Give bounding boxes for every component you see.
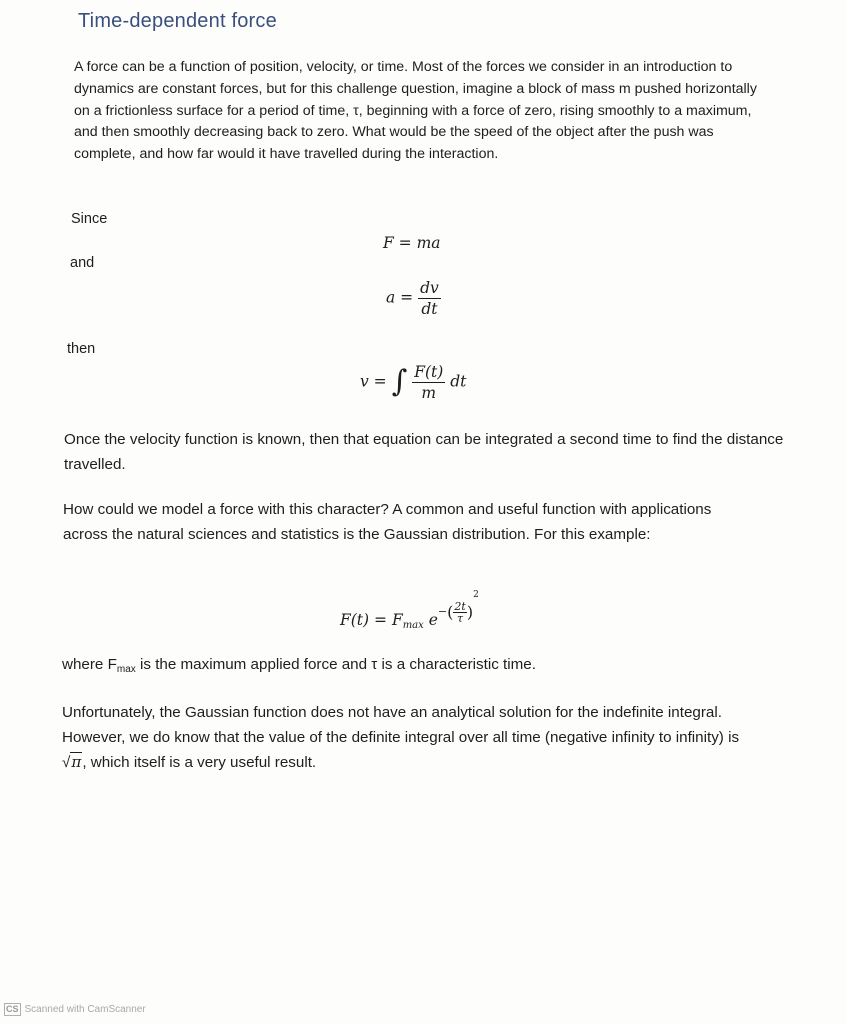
paren-open: ( bbox=[447, 602, 454, 622]
paren-close: ) bbox=[466, 602, 474, 622]
page-title: Time-dependent force bbox=[78, 10, 277, 32]
gaussian-pre: Unfortunately, the Gaussian function does not have an analytical solution for the indefinite integral. However, we do know that the value of the definite integral over all time (negative infinity to infinity) is bbox=[62, 704, 740, 746]
integral-symbol: ∫ bbox=[391, 364, 408, 399]
vel-denominator: m bbox=[421, 384, 437, 402]
equation-gaussian bbox=[340, 590, 479, 631]
gauss-fmax bbox=[392, 611, 424, 629]
gauss-exp-fraction bbox=[453, 601, 466, 624]
scanner-watermark bbox=[4, 1003, 146, 1016]
sqrt-pi: π bbox=[71, 753, 82, 771]
accel-fraction bbox=[418, 278, 441, 319]
equation-acceleration bbox=[386, 278, 441, 319]
gauss-fmax-sub: max bbox=[402, 620, 424, 631]
equation-newton: F = ma bbox=[383, 234, 441, 252]
vel-fraction bbox=[412, 362, 445, 403]
equation-velocity bbox=[360, 362, 466, 403]
paragraph-gaussian-integral bbox=[62, 701, 762, 776]
label-and: and bbox=[70, 255, 95, 271]
sqrt-symbol: √ bbox=[62, 754, 71, 771]
accel-lhs: a = bbox=[386, 288, 414, 307]
gauss-minus: − bbox=[437, 605, 448, 618]
gauss-fmax-letter: F bbox=[391, 611, 403, 629]
where-sub: max bbox=[116, 664, 136, 675]
paragraph-where bbox=[62, 653, 782, 683]
camscanner-logo-icon: CS bbox=[6, 1004, 19, 1014]
where-post: is the maximum applied force and τ is a characteristic time. bbox=[135, 656, 536, 673]
accel-numerator: dv bbox=[420, 279, 439, 297]
gauss-exp-power: 2 bbox=[473, 590, 479, 600]
gaussian-post: , which itself is a very useful result. bbox=[82, 754, 317, 771]
vel-numerator: F(t) bbox=[414, 363, 444, 381]
label-then: then bbox=[67, 341, 96, 357]
where-pre: where F bbox=[62, 656, 117, 673]
gauss-exponent bbox=[438, 590, 479, 624]
scanner-text: Scanned with CamScanner bbox=[24, 1004, 146, 1015]
accel-denominator: dt bbox=[421, 300, 438, 318]
gauss-e: e bbox=[428, 611, 438, 629]
intro-paragraph: A force can be a function of position, velocity, or time. Most of the forces we consider in an introduction to dynamics are constant forces, but for this challenge question, imagine a block of mass m pushed horizontally on a frictionless surface for a period of time, τ, beginning with a force of zero, rising smoothly to a maximum, and then smoothly decreasing back to zero. What would be the speed of the object after the push was complete, and how far would it have travelled during the interaction. bbox=[74, 59, 757, 163]
gauss-exp-numerator: 2t bbox=[454, 599, 466, 613]
vel-dt: dt bbox=[450, 372, 467, 391]
paragraph-model-question: How could we model a force with this character? A common and useful function with applications across the natural sciences and statistics is the Gaussian distribution. For this example: bbox=[63, 501, 712, 543]
gauss-exp-denominator: τ bbox=[457, 611, 464, 625]
vel-lhs: v = bbox=[360, 372, 387, 391]
label-since: Since bbox=[71, 211, 108, 227]
gauss-lhs: F(t) = bbox=[340, 611, 387, 629]
paragraph-velocity-known: Once the velocity function is known, then that equation can be integrated a second time to find the distance travelled. bbox=[64, 431, 784, 473]
